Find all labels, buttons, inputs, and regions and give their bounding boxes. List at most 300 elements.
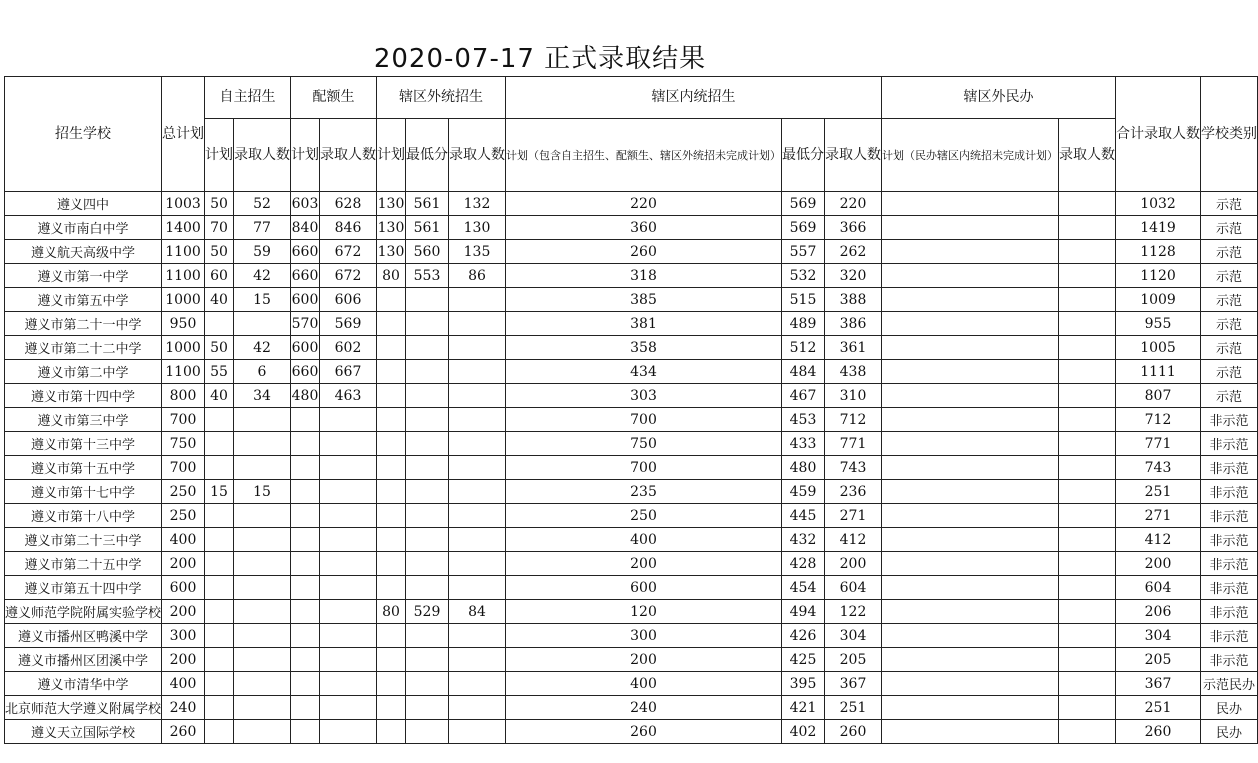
cell-neitong-plan: 600 bbox=[506, 576, 782, 600]
cell-school-type: 非示范 bbox=[1201, 432, 1258, 456]
table-header bbox=[5, 77, 1258, 192]
cell-waitong-admitted bbox=[449, 504, 506, 528]
cell-zizhu-plan bbox=[205, 600, 234, 624]
cell-waitong-min bbox=[406, 456, 449, 480]
cell-school: 遵义市第二十一中学 bbox=[5, 312, 162, 336]
table-row bbox=[5, 192, 1258, 216]
table-row bbox=[5, 576, 1258, 600]
cell-school-type: 非示范 bbox=[1201, 408, 1258, 432]
cell-school-type: 示范 bbox=[1201, 216, 1258, 240]
cell-minban-admitted bbox=[1059, 336, 1116, 360]
cell-minban-admitted bbox=[1059, 360, 1116, 384]
cell-peie-plan bbox=[291, 696, 320, 720]
cell-neitong-plan: 260 bbox=[506, 720, 782, 744]
cell-school-type: 非示范 bbox=[1201, 528, 1258, 552]
cell-neitong-min: 432 bbox=[782, 528, 825, 552]
cell-waitong-plan bbox=[377, 576, 406, 600]
cell-school: 遵义市第十五中学 bbox=[5, 456, 162, 480]
cell-minban-plan bbox=[882, 648, 1059, 672]
cell-zizhu-plan bbox=[205, 624, 234, 648]
cell-waitong-min bbox=[406, 624, 449, 648]
cell-minban-admitted bbox=[1059, 504, 1116, 528]
cell-peie-admitted bbox=[320, 648, 377, 672]
cell-zizhu-admitted: 34 bbox=[234, 384, 291, 408]
cell-zizhu-admitted bbox=[234, 696, 291, 720]
cell-peie-admitted: 463 bbox=[320, 384, 377, 408]
cell-school: 遵义市第十三中学 bbox=[5, 432, 162, 456]
cell-minban-plan bbox=[882, 216, 1059, 240]
header-zizhu-admitted: 录取人数 bbox=[234, 119, 291, 192]
cell-minban-admitted bbox=[1059, 240, 1116, 264]
cell-waitong-min bbox=[406, 552, 449, 576]
header-zizhu-plan: 计划 bbox=[205, 119, 234, 192]
cell-peie-plan bbox=[291, 720, 320, 744]
cell-peie-admitted: 628 bbox=[320, 192, 377, 216]
cell-peie-plan: 570 bbox=[291, 312, 320, 336]
cell-neitong-admitted: 386 bbox=[825, 312, 882, 336]
cell-neitong-admitted: 361 bbox=[825, 336, 882, 360]
cell-zizhu-plan bbox=[205, 720, 234, 744]
cell-peie-admitted bbox=[320, 696, 377, 720]
cell-peie-plan: 603 bbox=[291, 192, 320, 216]
cell-neitong-min: 484 bbox=[782, 360, 825, 384]
cell-zizhu-admitted bbox=[234, 312, 291, 336]
cell-total-plan: 200 bbox=[162, 600, 205, 624]
cell-neitong-min: 569 bbox=[782, 216, 825, 240]
cell-neitong-plan: 240 bbox=[506, 696, 782, 720]
cell-waitong-plan bbox=[377, 312, 406, 336]
cell-neitong-min: 467 bbox=[782, 384, 825, 408]
cell-neitong-admitted: 438 bbox=[825, 360, 882, 384]
cell-peie-plan bbox=[291, 672, 320, 696]
cell-peie-admitted bbox=[320, 528, 377, 552]
cell-school-type: 示范民办 bbox=[1201, 672, 1258, 696]
cell-minban-admitted bbox=[1059, 216, 1116, 240]
cell-neitong-plan: 318 bbox=[506, 264, 782, 288]
cell-sum-admitted: 1009 bbox=[1116, 288, 1201, 312]
cell-neitong-admitted: 712 bbox=[825, 408, 882, 432]
cell-neitong-admitted: 310 bbox=[825, 384, 882, 408]
cell-school: 遵义市第一中学 bbox=[5, 264, 162, 288]
cell-neitong-min: 426 bbox=[782, 624, 825, 648]
cell-waitong-plan bbox=[377, 288, 406, 312]
cell-school-type: 示范 bbox=[1201, 312, 1258, 336]
cell-school: 遵义市第五中学 bbox=[5, 288, 162, 312]
cell-school-type: 示范 bbox=[1201, 384, 1258, 408]
cell-school-type: 非示范 bbox=[1201, 576, 1258, 600]
cell-zizhu-plan: 40 bbox=[205, 384, 234, 408]
cell-neitong-admitted: 236 bbox=[825, 480, 882, 504]
cell-neitong-admitted: 262 bbox=[825, 240, 882, 264]
cell-peie-admitted bbox=[320, 432, 377, 456]
cell-zizhu-admitted bbox=[234, 552, 291, 576]
cell-total-plan: 600 bbox=[162, 576, 205, 600]
cell-waitong-admitted bbox=[449, 288, 506, 312]
cell-total-plan: 200 bbox=[162, 552, 205, 576]
cell-minban-plan bbox=[882, 672, 1059, 696]
cell-waitong-admitted bbox=[449, 552, 506, 576]
cell-peie-plan bbox=[291, 480, 320, 504]
cell-waitong-min bbox=[406, 672, 449, 696]
cell-school: 遵义天立国际学校 bbox=[5, 720, 162, 744]
cell-neitong-plan: 358 bbox=[506, 336, 782, 360]
cell-minban-plan bbox=[882, 384, 1059, 408]
cell-minban-plan bbox=[882, 192, 1059, 216]
table-row bbox=[5, 480, 1258, 504]
cell-waitong-plan bbox=[377, 432, 406, 456]
header-school: 招生学校 bbox=[5, 77, 162, 192]
cell-minban-admitted bbox=[1059, 696, 1116, 720]
cell-minban-admitted bbox=[1059, 648, 1116, 672]
cell-waitong-admitted bbox=[449, 576, 506, 600]
header-peie-plan: 计划 bbox=[291, 119, 320, 192]
cell-waitong-admitted bbox=[449, 672, 506, 696]
cell-neitong-min: 433 bbox=[782, 432, 825, 456]
table-row bbox=[5, 384, 1258, 408]
page-title: 2020-07-17 正式录取结果 bbox=[373, 44, 707, 74]
cell-peie-plan: 480 bbox=[291, 384, 320, 408]
cell-school-type: 示范 bbox=[1201, 240, 1258, 264]
cell-zizhu-admitted bbox=[234, 720, 291, 744]
cell-school-type: 示范 bbox=[1201, 360, 1258, 384]
cell-school: 遵义四中 bbox=[5, 192, 162, 216]
cell-minban-plan bbox=[882, 240, 1059, 264]
cell-school: 遵义市第十七中学 bbox=[5, 480, 162, 504]
cell-zizhu-plan: 50 bbox=[205, 240, 234, 264]
cell-waitong-min: 561 bbox=[406, 192, 449, 216]
cell-peie-plan bbox=[291, 432, 320, 456]
cell-waitong-admitted bbox=[449, 384, 506, 408]
table-row bbox=[5, 216, 1258, 240]
cell-zizhu-plan bbox=[205, 648, 234, 672]
cell-waitong-min bbox=[406, 432, 449, 456]
cell-minban-plan bbox=[882, 552, 1059, 576]
cell-neitong-admitted: 260 bbox=[825, 720, 882, 744]
cell-neitong-admitted: 251 bbox=[825, 696, 882, 720]
cell-total-plan: 400 bbox=[162, 528, 205, 552]
cell-minban-plan bbox=[882, 624, 1059, 648]
cell-minban-admitted bbox=[1059, 384, 1116, 408]
cell-zizhu-plan bbox=[205, 456, 234, 480]
cell-neitong-admitted: 743 bbox=[825, 456, 882, 480]
cell-peie-plan: 660 bbox=[291, 360, 320, 384]
cell-peie-plan bbox=[291, 456, 320, 480]
cell-school-type: 非示范 bbox=[1201, 552, 1258, 576]
cell-neitong-plan: 300 bbox=[506, 624, 782, 648]
cell-total-plan: 200 bbox=[162, 648, 205, 672]
cell-peie-admitted bbox=[320, 576, 377, 600]
cell-sum-admitted: 604 bbox=[1116, 576, 1201, 600]
cell-waitong-min: 553 bbox=[406, 264, 449, 288]
table-row bbox=[5, 264, 1258, 288]
cell-peie-admitted bbox=[320, 504, 377, 528]
cell-peie-plan bbox=[291, 408, 320, 432]
cell-peie-admitted: 602 bbox=[320, 336, 377, 360]
cell-school: 遵义市第二十五中学 bbox=[5, 552, 162, 576]
cell-neitong-min: 494 bbox=[782, 600, 825, 624]
cell-peie-plan bbox=[291, 576, 320, 600]
cell-waitong-min: 529 bbox=[406, 600, 449, 624]
cell-minban-admitted bbox=[1059, 576, 1116, 600]
cell-waitong-min: 561 bbox=[406, 216, 449, 240]
cell-minban-plan bbox=[882, 408, 1059, 432]
cell-waitong-plan bbox=[377, 360, 406, 384]
header-peie-admitted: 录取人数 bbox=[320, 119, 377, 192]
cell-sum-admitted: 251 bbox=[1116, 696, 1201, 720]
table-row bbox=[5, 432, 1258, 456]
cell-peie-plan bbox=[291, 600, 320, 624]
cell-peie-plan bbox=[291, 648, 320, 672]
cell-minban-admitted bbox=[1059, 456, 1116, 480]
cell-sum-admitted: 1005 bbox=[1116, 336, 1201, 360]
cell-neitong-plan: 220 bbox=[506, 192, 782, 216]
cell-school: 遵义市清华中学 bbox=[5, 672, 162, 696]
cell-peie-admitted bbox=[320, 408, 377, 432]
cell-zizhu-admitted bbox=[234, 408, 291, 432]
cell-minban-admitted bbox=[1059, 432, 1116, 456]
table-body bbox=[5, 192, 1258, 744]
header-group-zizhu: 自主招生 bbox=[205, 77, 291, 119]
cell-total-plan: 1000 bbox=[162, 288, 205, 312]
cell-school: 遵义市播州区鸭溪中学 bbox=[5, 624, 162, 648]
cell-zizhu-admitted: 52 bbox=[234, 192, 291, 216]
cell-school-type: 民办 bbox=[1201, 720, 1258, 744]
cell-neitong-admitted: 604 bbox=[825, 576, 882, 600]
table-row bbox=[5, 504, 1258, 528]
cell-zizhu-admitted bbox=[234, 576, 291, 600]
cell-waitong-plan bbox=[377, 456, 406, 480]
cell-zizhu-plan bbox=[205, 408, 234, 432]
cell-waitong-plan bbox=[377, 336, 406, 360]
cell-zizhu-plan bbox=[205, 504, 234, 528]
cell-neitong-admitted: 220 bbox=[825, 192, 882, 216]
cell-school-type: 非示范 bbox=[1201, 504, 1258, 528]
cell-peie-admitted bbox=[320, 600, 377, 624]
header-minban-admitted: 录取人数 bbox=[1059, 119, 1116, 192]
cell-waitong-admitted bbox=[449, 312, 506, 336]
cell-zizhu-admitted: 42 bbox=[234, 336, 291, 360]
cell-waitong-admitted: 130 bbox=[449, 216, 506, 240]
cell-waitong-admitted bbox=[449, 528, 506, 552]
cell-neitong-admitted: 271 bbox=[825, 504, 882, 528]
cell-total-plan: 1003 bbox=[162, 192, 205, 216]
cell-neitong-plan: 400 bbox=[506, 672, 782, 696]
cell-total-plan: 1100 bbox=[162, 240, 205, 264]
cell-sum-admitted: 205 bbox=[1116, 648, 1201, 672]
table-row bbox=[5, 600, 1258, 624]
cell-neitong-min: 453 bbox=[782, 408, 825, 432]
cell-neitong-min: 425 bbox=[782, 648, 825, 672]
cell-school: 遵义市第三中学 bbox=[5, 408, 162, 432]
table-row bbox=[5, 720, 1258, 744]
cell-zizhu-admitted: 15 bbox=[234, 480, 291, 504]
cell-zizhu-plan bbox=[205, 312, 234, 336]
cell-peie-plan bbox=[291, 624, 320, 648]
cell-neitong-min: 402 bbox=[782, 720, 825, 744]
table-row bbox=[5, 360, 1258, 384]
cell-minban-plan bbox=[882, 480, 1059, 504]
cell-school-type: 非示范 bbox=[1201, 456, 1258, 480]
cell-waitong-plan bbox=[377, 504, 406, 528]
cell-peie-admitted bbox=[320, 624, 377, 648]
cell-neitong-min: 480 bbox=[782, 456, 825, 480]
cell-waitong-min bbox=[406, 528, 449, 552]
cell-total-plan: 950 bbox=[162, 312, 205, 336]
cell-neitong-min: 454 bbox=[782, 576, 825, 600]
cell-minban-admitted bbox=[1059, 264, 1116, 288]
cell-school-type: 非示范 bbox=[1201, 624, 1258, 648]
cell-school-type: 非示范 bbox=[1201, 480, 1258, 504]
cell-waitong-admitted bbox=[449, 360, 506, 384]
cell-sum-admitted: 304 bbox=[1116, 624, 1201, 648]
cell-neitong-min: 515 bbox=[782, 288, 825, 312]
cell-peie-admitted: 606 bbox=[320, 288, 377, 312]
cell-minban-plan bbox=[882, 600, 1059, 624]
cell-waitong-plan: 80 bbox=[377, 600, 406, 624]
cell-neitong-plan: 120 bbox=[506, 600, 782, 624]
cell-minban-plan bbox=[882, 360, 1059, 384]
cell-zizhu-admitted bbox=[234, 648, 291, 672]
cell-school-type: 非示范 bbox=[1201, 600, 1258, 624]
header-waitong-min: 最低分 bbox=[406, 119, 449, 192]
cell-total-plan: 240 bbox=[162, 696, 205, 720]
cell-sum-admitted: 260 bbox=[1116, 720, 1201, 744]
cell-zizhu-admitted bbox=[234, 432, 291, 456]
table-row bbox=[5, 624, 1258, 648]
cell-neitong-admitted: 412 bbox=[825, 528, 882, 552]
cell-peie-plan: 600 bbox=[291, 288, 320, 312]
cell-peie-plan bbox=[291, 552, 320, 576]
header-neitong-admitted: 录取人数 bbox=[825, 119, 882, 192]
cell-waitong-admitted: 86 bbox=[449, 264, 506, 288]
cell-waitong-min bbox=[406, 336, 449, 360]
cell-waitong-admitted bbox=[449, 720, 506, 744]
cell-neitong-plan: 700 bbox=[506, 408, 782, 432]
cell-neitong-plan: 381 bbox=[506, 312, 782, 336]
cell-sum-admitted: 200 bbox=[1116, 552, 1201, 576]
cell-waitong-plan: 130 bbox=[377, 216, 406, 240]
cell-total-plan: 1000 bbox=[162, 336, 205, 360]
cell-minban-plan bbox=[882, 576, 1059, 600]
cell-neitong-min: 532 bbox=[782, 264, 825, 288]
cell-neitong-admitted: 388 bbox=[825, 288, 882, 312]
cell-peie-plan: 660 bbox=[291, 264, 320, 288]
cell-zizhu-plan bbox=[205, 672, 234, 696]
cell-waitong-admitted bbox=[449, 480, 506, 504]
cell-peie-admitted: 569 bbox=[320, 312, 377, 336]
table-row bbox=[5, 648, 1258, 672]
cell-waitong-admitted: 84 bbox=[449, 600, 506, 624]
cell-sum-admitted: 743 bbox=[1116, 456, 1201, 480]
cell-school-type: 示范 bbox=[1201, 288, 1258, 312]
cell-waitong-admitted bbox=[449, 456, 506, 480]
cell-sum-admitted: 712 bbox=[1116, 408, 1201, 432]
cell-total-plan: 1100 bbox=[162, 360, 205, 384]
cell-waitong-plan bbox=[377, 528, 406, 552]
cell-school-type: 示范 bbox=[1201, 264, 1258, 288]
cell-neitong-min: 512 bbox=[782, 336, 825, 360]
cell-zizhu-admitted bbox=[234, 600, 291, 624]
header-neitong-plan: 计划（包含自主招生、配额生、辖区外统招未完成计划） bbox=[506, 119, 782, 192]
cell-waitong-min bbox=[406, 360, 449, 384]
cell-sum-admitted: 807 bbox=[1116, 384, 1201, 408]
cell-waitong-min bbox=[406, 312, 449, 336]
cell-school: 遵义市第十八中学 bbox=[5, 504, 162, 528]
cell-waitong-plan: 80 bbox=[377, 264, 406, 288]
cell-zizhu-admitted: 59 bbox=[234, 240, 291, 264]
table-row bbox=[5, 696, 1258, 720]
cell-zizhu-plan: 40 bbox=[205, 288, 234, 312]
cell-waitong-admitted bbox=[449, 648, 506, 672]
cell-zizhu-plan bbox=[205, 552, 234, 576]
cell-waitong-min bbox=[406, 408, 449, 432]
cell-neitong-admitted: 304 bbox=[825, 624, 882, 648]
cell-minban-admitted bbox=[1059, 600, 1116, 624]
cell-total-plan: 1400 bbox=[162, 216, 205, 240]
cell-zizhu-admitted bbox=[234, 624, 291, 648]
cell-neitong-plan: 260 bbox=[506, 240, 782, 264]
table-row bbox=[5, 456, 1258, 480]
header-minban-plan: 计划（民办辖区内统招未完成计划） bbox=[882, 119, 1059, 192]
cell-neitong-admitted: 320 bbox=[825, 264, 882, 288]
cell-minban-admitted bbox=[1059, 528, 1116, 552]
cell-minban-admitted bbox=[1059, 480, 1116, 504]
cell-waitong-admitted bbox=[449, 624, 506, 648]
cell-waitong-plan bbox=[377, 648, 406, 672]
cell-zizhu-admitted: 42 bbox=[234, 264, 291, 288]
cell-zizhu-plan bbox=[205, 576, 234, 600]
cell-zizhu-plan bbox=[205, 432, 234, 456]
header-group-waitong: 辖区外统招生 bbox=[377, 77, 506, 119]
cell-waitong-plan: 130 bbox=[377, 240, 406, 264]
cell-minban-plan bbox=[882, 696, 1059, 720]
cell-neitong-plan: 360 bbox=[506, 216, 782, 240]
table-row bbox=[5, 312, 1258, 336]
cell-neitong-plan: 700 bbox=[506, 456, 782, 480]
cell-minban-admitted bbox=[1059, 192, 1116, 216]
cell-minban-admitted bbox=[1059, 288, 1116, 312]
cell-sum-admitted: 367 bbox=[1116, 672, 1201, 696]
cell-zizhu-admitted bbox=[234, 456, 291, 480]
cell-neitong-plan: 750 bbox=[506, 432, 782, 456]
cell-waitong-admitted bbox=[449, 408, 506, 432]
cell-zizhu-plan bbox=[205, 528, 234, 552]
cell-sum-admitted: 1120 bbox=[1116, 264, 1201, 288]
cell-peie-admitted: 846 bbox=[320, 216, 377, 240]
cell-neitong-min: 459 bbox=[782, 480, 825, 504]
cell-neitong-admitted: 366 bbox=[825, 216, 882, 240]
cell-minban-plan bbox=[882, 336, 1059, 360]
cell-sum-admitted: 955 bbox=[1116, 312, 1201, 336]
cell-school: 遵义市第二十二中学 bbox=[5, 336, 162, 360]
cell-minban-plan bbox=[882, 288, 1059, 312]
cell-total-plan: 250 bbox=[162, 504, 205, 528]
cell-neitong-admitted: 205 bbox=[825, 648, 882, 672]
cell-total-plan: 1100 bbox=[162, 264, 205, 288]
cell-waitong-plan bbox=[377, 672, 406, 696]
header-waitong-plan: 计划 bbox=[377, 119, 406, 192]
cell-school: 遵义市南白中学 bbox=[5, 216, 162, 240]
cell-zizhu-plan: 15 bbox=[205, 480, 234, 504]
cell-waitong-min bbox=[406, 504, 449, 528]
cell-waitong-min bbox=[406, 384, 449, 408]
cell-total-plan: 700 bbox=[162, 456, 205, 480]
cell-school: 遵义市第二十三中学 bbox=[5, 528, 162, 552]
cell-zizhu-plan: 50 bbox=[205, 192, 234, 216]
cell-zizhu-admitted bbox=[234, 672, 291, 696]
cell-waitong-plan bbox=[377, 408, 406, 432]
cell-minban-admitted bbox=[1059, 552, 1116, 576]
